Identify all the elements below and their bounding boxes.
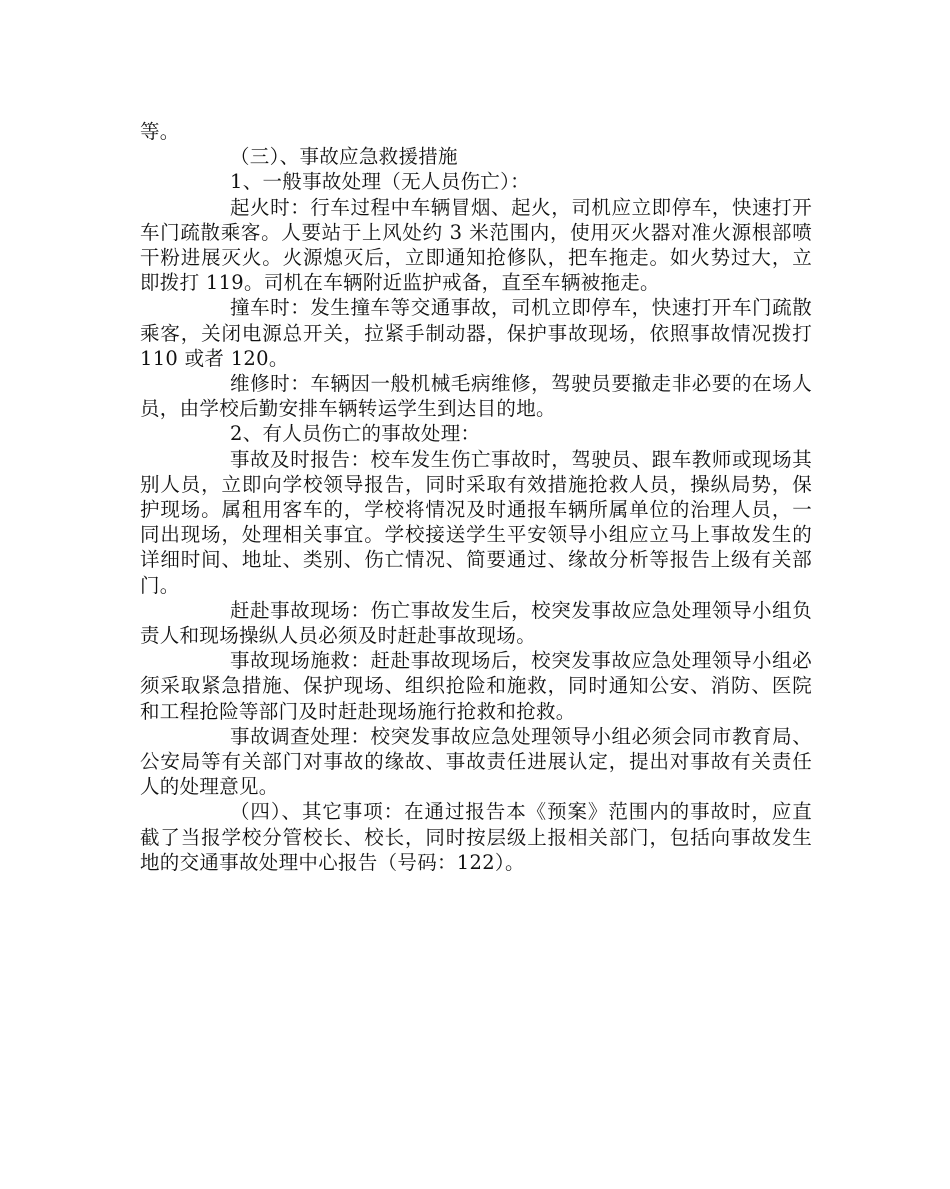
paragraph-investigation: 事故调查处理：校突发事故应急处理领导小组必须会同市教育局、公安局等有关部门对事故的缘故、事故责任进展认定，提出对事故有关责任人的处理意见。 (140, 724, 812, 799)
paragraph-collision: 撞车时：发生撞车等交通事故，司机立即停车，快速打开车门疏散乘客，关闭电源总开关，拉紧手制动器，保护事故现场，依照事故情况拨打 110 或者 120。 (140, 296, 812, 370)
document-body (140, 119, 812, 875)
section-heading-emergency-measures: （三）、事故应急救援措施 (230, 145, 458, 169)
paragraph-timely-report: 事故及时报告：校车发生伤亡事故时，驾驶员、跟车教师或现场其别人员，立即向学校领导报告，同时采取有效措施抢救人员，操纵局势，保护现场。属租用客车的，学校将情况及时通报车辆所属单位的治理人员，一同出现场，处理相关事宜。学校接送学生平安领导小组应立马上事故发生的详细时间、地址、类别、伤亡情况、简要通过、缘故分析等报告上级有关部门。 (140, 447, 812, 597)
paragraph-on-site-rescue: 事故现场施救：赶赴事故现场后，校突发事故应急处理领导小组必须采取紧急措施、保护现场、组织抢险和施救，同时通知公安、消防、医院和工程抢险等部门及时赶赴现场施行抢救和抢救。 (140, 649, 812, 723)
paragraph-repair: 维修时：车辆因一般机械毛病维修，驾驶员要撤走非必要的在场人员，由学校后勤安排车辆转运学生到达目的地。 (140, 372, 812, 421)
section-heading-other-matters: （四）、其它事项：在通过报告本《预案》范围内的事故时，应直截了当报学校分管校长、校长，同时按层级上报相关部门，包括向事故发生地的交通事故处理中心报告（号码：122）。 (140, 800, 812, 874)
subheading-general-accident: 1、一般事故处理（无人员伤亡）： (230, 170, 530, 194)
paragraph-continuation: 等。 (140, 120, 180, 143)
subheading-casualty-accident: 2、有人员伤亡的事故处理： (230, 422, 481, 446)
paragraph-rush-to-scene: 赶赴事故现场：伤亡事故发生后，校突发事故应急处理领导小组负责人和现场操纵人员必须及时赶赴事故现场。 (140, 598, 812, 648)
paragraph-fire: 起火时：行车过程中车辆冒烟、起火，司机应立即停车，快速打开车门疏散乘客。人要站于上风处约 3 米范围内，使用灭火器对准火源根部喷干粉进展灭火。火源熄灭后，立即通知抢修队，把车拖走。如火势过大，立即拨打 119。司机在车辆附近监护戒备，直至车辆被拖走。 (140, 195, 812, 295)
